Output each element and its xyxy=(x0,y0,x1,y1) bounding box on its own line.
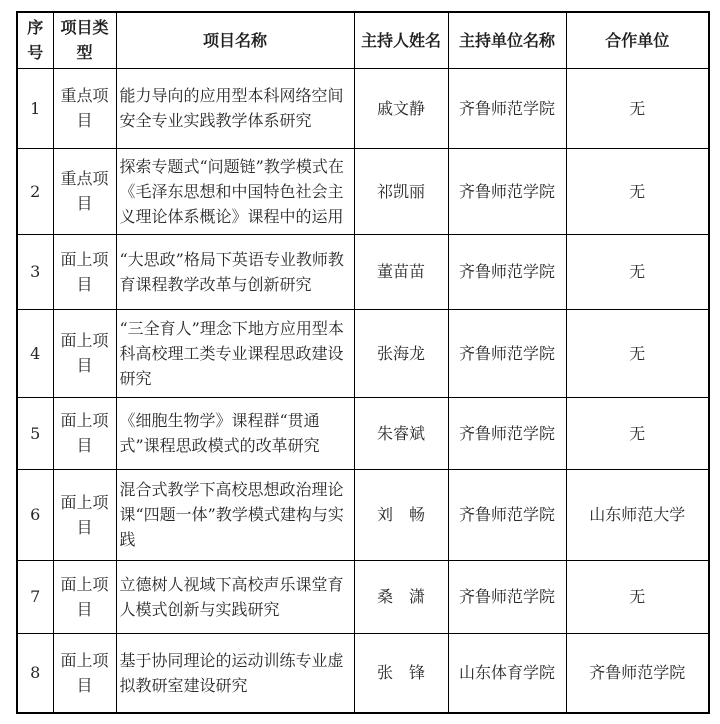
serial-number-cell: 6 xyxy=(17,469,53,560)
project-name-cell: 《细胞生物学》课程群“贯通式”课程思政模式的改革研究 xyxy=(116,397,354,469)
table-header-row xyxy=(17,12,709,68)
project-type-cell: 面上项目 xyxy=(53,397,116,469)
leader-name-cell: 董苗苗 xyxy=(354,234,448,309)
table-row xyxy=(17,397,709,469)
leader-name-cell: 祁凯丽 xyxy=(354,148,448,234)
leader-name-cell: 刘 畅 xyxy=(354,469,448,560)
serial-number-cell: 8 xyxy=(17,633,53,713)
project-name-cell: 基于协同理论的运动训练专业虚拟教研室建设研究 xyxy=(116,633,354,713)
leader-name-cell: 戚文静 xyxy=(354,68,448,148)
partner-unit-cell: 无 xyxy=(566,68,709,148)
project-name-cell: 混合式教学下高校思想政治理论课“四题一体”教学模式建构与实践 xyxy=(116,469,354,560)
project-name-cell: “三全育人”理念下地方应用型本科高校理工类专业课程思政建设研究 xyxy=(116,309,354,397)
project-name-cell: “大思政”格局下英语专业教师教育课程教学改革与创新研究 xyxy=(116,234,354,309)
partner-unit-cell: 山东师范大学 xyxy=(566,469,709,560)
header-host-unit: 主持单位名称 xyxy=(448,12,566,68)
project-type-cell: 面上项目 xyxy=(53,469,116,560)
partner-unit-cell: 无 xyxy=(566,309,709,397)
partner-unit-cell: 无 xyxy=(566,148,709,234)
leader-name-cell: 张 锋 xyxy=(354,633,448,713)
project-name-cell: 探索专题式“问题链”教学模式在《毛泽东思想和中国特色社会主义理论体系概论》课程中的运用 xyxy=(116,148,354,234)
project-type-cell: 面上项目 xyxy=(53,234,116,309)
host-unit-cell: 齐鲁师范学院 xyxy=(448,148,566,234)
project-type-cell: 面上项目 xyxy=(53,309,116,397)
project-type-cell: 重点项目 xyxy=(53,148,116,234)
host-unit-cell: 齐鲁师范学院 xyxy=(448,560,566,633)
leader-name-cell: 张海龙 xyxy=(354,309,448,397)
table-row xyxy=(17,148,709,234)
header-project-name: 项目名称 xyxy=(116,12,354,68)
partner-unit-cell: 无 xyxy=(566,234,709,309)
table-row xyxy=(17,560,709,633)
host-unit-cell: 齐鲁师范学院 xyxy=(448,68,566,148)
partner-unit-cell: 无 xyxy=(566,560,709,633)
projects-table xyxy=(16,11,710,714)
host-unit-cell: 山东体育学院 xyxy=(448,633,566,713)
project-type-cell: 重点项目 xyxy=(53,68,116,148)
serial-number-cell: 1 xyxy=(17,68,53,148)
serial-number-cell: 7 xyxy=(17,560,53,633)
project-name-cell: 立德树人视域下高校声乐课堂育人模式创新与实践研究 xyxy=(116,560,354,633)
host-unit-cell: 齐鲁师范学院 xyxy=(448,397,566,469)
serial-number-cell: 2 xyxy=(17,148,53,234)
project-type-cell: 面上项目 xyxy=(53,560,116,633)
table-row xyxy=(17,68,709,148)
table-row xyxy=(17,469,709,560)
header-serial-number: 序号 xyxy=(17,12,53,68)
host-unit-cell: 齐鲁师范学院 xyxy=(448,234,566,309)
header-partner-unit: 合作单位 xyxy=(566,12,709,68)
table-row xyxy=(17,309,709,397)
project-type-cell: 面上项目 xyxy=(53,633,116,713)
header-project-type: 项目类型 xyxy=(53,12,116,68)
partner-unit-cell: 无 xyxy=(566,397,709,469)
table-row xyxy=(17,633,709,713)
serial-number-cell: 3 xyxy=(17,234,53,309)
project-name-cell: 能力导向的应用型本科网络空间安全专业实践教学体系研究 xyxy=(116,68,354,148)
header-leader-name: 主持人姓名 xyxy=(354,12,448,68)
host-unit-cell: 齐鲁师范学院 xyxy=(448,309,566,397)
serial-number-cell: 4 xyxy=(17,309,53,397)
leader-name-cell: 桑 潇 xyxy=(354,560,448,633)
leader-name-cell: 朱睿斌 xyxy=(354,397,448,469)
projects-table-container xyxy=(16,11,710,714)
serial-number-cell: 5 xyxy=(17,397,53,469)
table-row xyxy=(17,234,709,309)
host-unit-cell: 齐鲁师范学院 xyxy=(448,469,566,560)
partner-unit-cell: 齐鲁师范学院 xyxy=(566,633,709,713)
